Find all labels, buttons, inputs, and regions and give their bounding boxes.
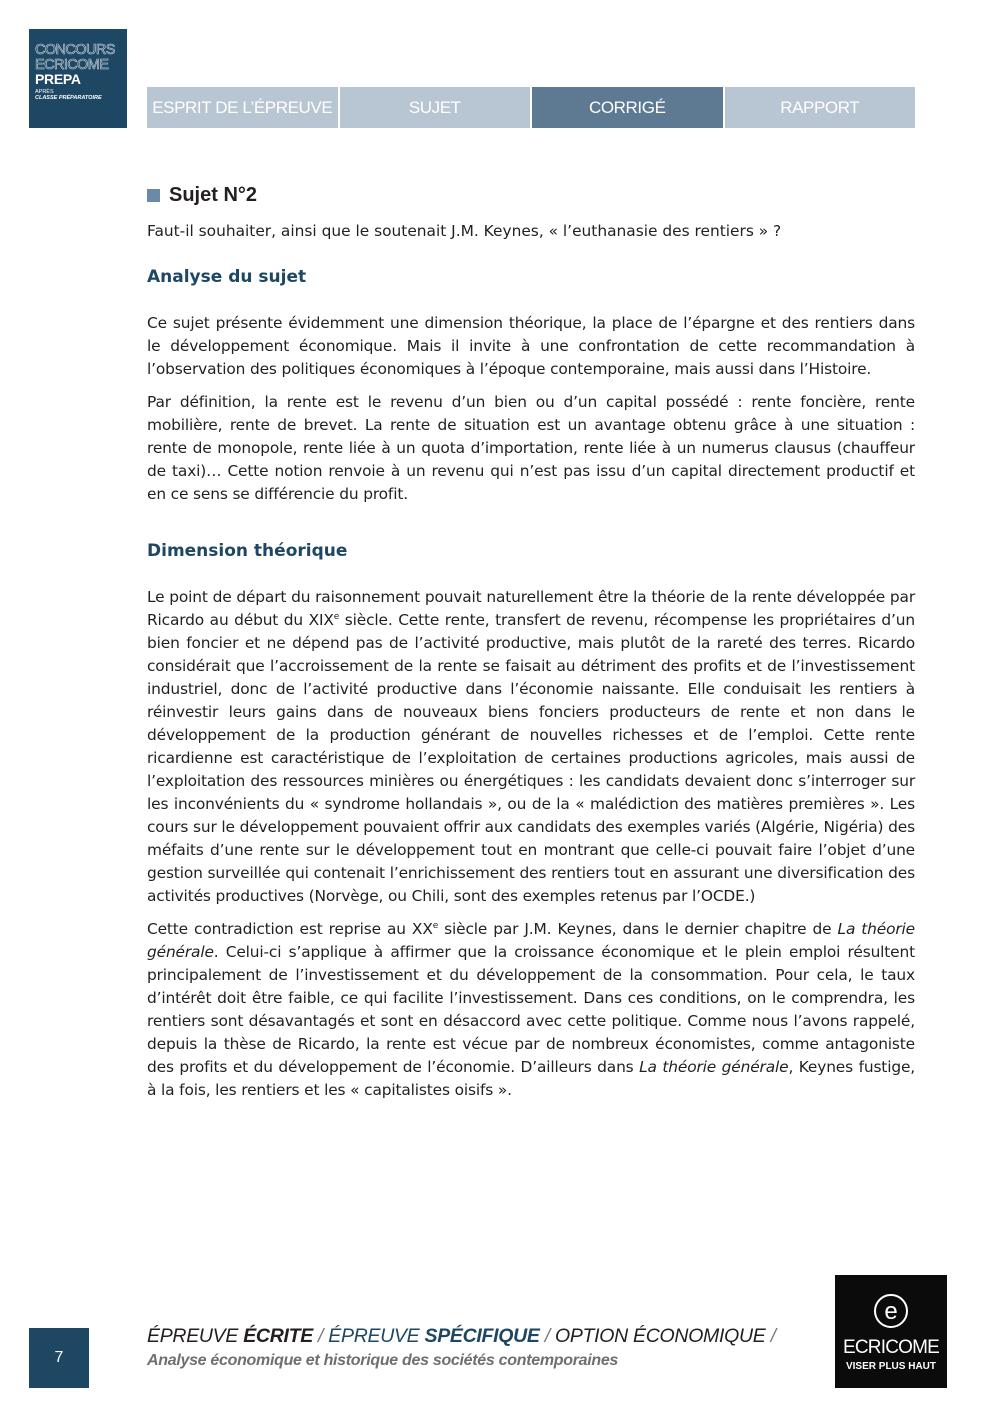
exam-type-line — [147, 1325, 807, 1348]
main-content — [147, 180, 915, 1102]
superscript: e — [432, 920, 439, 931]
superscript: e — [333, 611, 340, 622]
section-heading-dimension-theorique: Dimension théorique — [147, 541, 348, 561]
paragraph — [147, 586, 915, 908]
concours-ecricome-prepa-logo — [29, 29, 127, 128]
paragraph — [147, 918, 915, 1102]
ecricome-logo — [835, 1275, 947, 1388]
text-run: Le point de départ du raisonnement pouvait naturellement être la théorie de la rente développée par Ricardo au début du XIX — [147, 588, 915, 629]
ecricome-e-icon: e — [874, 1294, 908, 1328]
separator: / — [312, 1325, 329, 1347]
section-heading-analyse: Analyse du sujet — [147, 267, 307, 287]
text-run: ÉCRITE — [243, 1325, 313, 1347]
text-run: siècle par J.M. Keynes, dans le dernier chapitre de — [438, 920, 838, 938]
text-run: ÉPREUVE — [328, 1325, 425, 1347]
tab-corrige[interactable]: CORRIGÉ — [532, 87, 723, 128]
separator: / — [765, 1325, 776, 1347]
footer — [147, 1325, 807, 1370]
text-run: SPÉCIFIQUE — [424, 1325, 540, 1347]
book-title: La théorie générale — [147, 920, 915, 961]
square-bullet-icon — [147, 189, 160, 202]
subject-title: Sujet N°2 — [169, 183, 258, 206]
text-run: , Keynes fustige, à la fois, les rentiers et les « capitalistes oisifs ». — [147, 1058, 915, 1099]
logo-line-apres: APRÈS — [35, 89, 54, 95]
book-title: La théorie générale — [639, 1058, 789, 1076]
text-run: siècle. Cette rente, transfert de revenu, récompense les propriétaires d’un bien foncier et ne dépend pas de l’activité productive, mais plutôt de la rareté des terres. Ricardo considérait que l’accroissement de la rente se faisait au détriment des profits et de l’investissement industriel, donc de l’activité productive dans l’économie naissante. Elle conduisait les rentiers à réinvestir leurs gains dans de nouveaux biens fonciers producteurs de rente et non dans le développement de la production générant de nouvelles richesses et de l’emploi. Cette rente ricardienne est caractéristique de l’exploitation de certaines productions agricoles, mais aussi de l’exploitation des ressources minières ou énergétiques : les candidats devaient donc s’interroger sur les inconvénients du « syndrome hollandais », ou de la « malédiction des matières premières ». Les cours sur le développement pouvaient offrir aux candidats des exemples variés (Algérie, Nigéria) des méfaits d’une rente sur le développement tout en montrant que celle-ci pouvait faire l’objet d’une gestion surveillée qui contenait l’enrichissement des rentiers tout en assurant une diversification des activités productives (Norvège, ou Chili, sont des exemples retenus par l’OCDE.) — [147, 611, 915, 905]
logo-name: ECRICOME — [843, 1337, 939, 1358]
separator: / — [539, 1325, 555, 1347]
course-title: Analyse économique et historique des sociétés contemporaines — [147, 1352, 619, 1369]
logo-line-classe-preparatoire: CLASSE PRÉPARATOIRE — [35, 94, 102, 101]
paragraph: Par définition, la rente est le revenu d’un bien ou d’un capital possédé : rente foncière, rente mobilière, rente de brevet. La rente de situation est un avantage obtenu grâce à une situation : rente de monopole, rente liée à un quota d’importation, rente liée à un numerus clausus (chauffeur de taxi)… Cette notion renvoie à un revenu qui n’est pas issu d’un capital directement productif et en ce sens se différencie du profit. — [147, 393, 915, 503]
text-run: . Celui-ci s’applique à affirmer que la croissance économique et le plein emploi résultent principalement de l’investissement et du développement de la consommation. Pour cela, le taux d’intérêt doit être faible, ce qui facilite l’investissement. Dans ces conditions, on le comprendra, les rentiers sont désavantagés et sont en désaccord avec cette politique. Comme nous l’avons rappelé, depuis la thèse de Ricardo, la rente est vécue par de nombreux économistes, comme antagoniste des profits et du développement de l’économie. D’ailleurs dans — [147, 943, 915, 1076]
tab-sujet[interactable]: SUJET — [340, 87, 531, 128]
tab-rapport[interactable]: RAPPORT — [725, 87, 916, 128]
logo-line-prepa: PREPA — [35, 71, 81, 87]
section-tabs — [147, 87, 915, 128]
logo-tagline: VISER PLUS HAUT — [845, 1361, 936, 1372]
text-run: ÉPREUVE — [147, 1325, 244, 1347]
text-run: Cette contradiction est reprise au XX — [147, 920, 433, 938]
paragraph: Ce sujet présente évidemment une dimension théorique, la place de l’épargne et des rentiers dans le développement économique. Mais il invite à une confrontation de cette recommandation à l’observation des politiques économiques à l’époque contemporaine, mais aussi dans l’Histoire. — [147, 314, 915, 378]
text-run: OPTION ÉCONOMIQUE — [554, 1325, 766, 1347]
subject-question: Faut-il souhaiter, ainsi que le soutenait J.M. Keynes, « l’euthanasie des rentiers » ? — [147, 222, 782, 240]
subject-heading — [147, 180, 915, 210]
tab-esprit-de-l-epreuve[interactable]: ESPRIT DE L’ÉPREUVE — [147, 87, 338, 128]
page-number: 7 — [29, 1328, 89, 1388]
logo-line-concours: CONCOURS — [35, 42, 115, 58]
logo-line-ecricome: ECRICOME — [35, 56, 109, 73]
